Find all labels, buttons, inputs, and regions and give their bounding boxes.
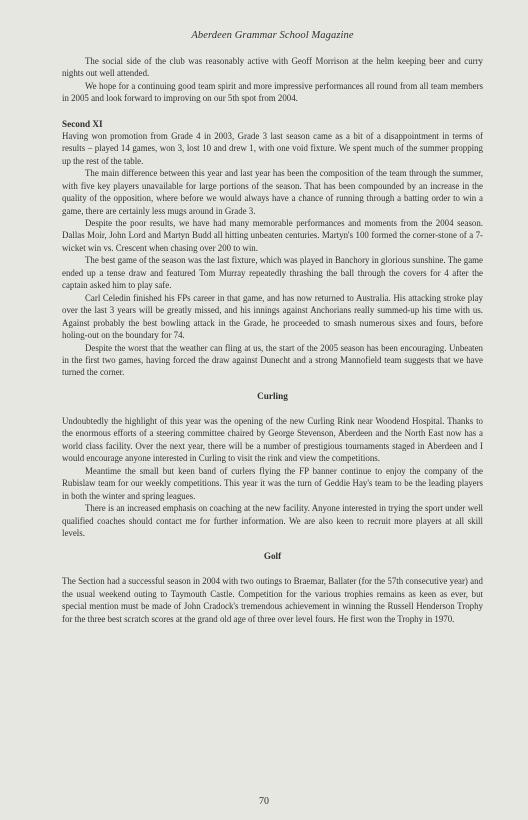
second-xi-paragraph-5: Carl Celedin finished his FPs career in that game, and has now returned to Australia. His attacking stroke play over the last 3 years will be greatly missed, and his innings against Anchorians really summed-up his time with us. Against probably the best bowling attack in the Grade, he proceeded to smash numerous sixes and fours, before holing-out on the boundary for 74. [62,292,483,341]
curling-heading: Curling [257,390,288,401]
page-number: 70 [259,796,269,807]
golf-heading: Golf [263,551,282,562]
intro-paragraph-1: The social side of the club was reasonably active with Geoff Morrison at the helm keeping beer and curry nights out well attended. [62,56,483,79]
second-xi-paragraph-4: The best game of the season was the last fixture, which was played in Banchory in glorious sunshine. The game ended up a tense draw and featured Tom Murray repeatedly thrashing the ball through the covers for 4 after the captain asked him to play safe. [62,255,483,291]
second-xi-paragraph-2: The main difference between this year and last year has been the composition of the team through the summer, with five key players unavailable for large portions of the season. That has been compounded by an increase in the quality of the opposition, where before we would always have a chance of running through a batting order to win a game, there are certainly less mugs around in Grade 3. [62,168,483,216]
curling-paragraph-2: Meantime the small but keen band of curlers flying the FP banner continue to enjoy the company of the Rubislaw team for our weekly competitions. This year it was the turn of Geddie Hay's team to be the leading players in both the winter and spring leagues. [62,465,483,501]
intro-paragraph-2: We hope for a continuing good team spirit and more impressive performances all round from all team members in 2005 and look forward to improving on our 5th spot from 2004. [62,80,483,104]
curling-paragraph-3: There is an increased emphasis on coaching at the new facility. Anyone interested in trying the sport under well qualified coaches should contact me for further information. We are also keen to recruit more players at all skill levels. [62,503,483,538]
running-head: Aberdeen Grammar School Magazine [191,30,354,41]
magazine-page [62,30,483,625]
second-xi-paragraph-3: Despite the poor results, we have had many memorable performances and moments from the 2004 season. Dallas Moir, John Lord and Martyn Budd all hitting unbeaten centuries. Martyn's 100 formed the corner-stone of a 7-wicket win vs. Crescent when chasing over 200 to win. [62,217,483,253]
second-xi-heading: Second XI [62,118,103,129]
curling-paragraph-1: Undoubtedly the highlight of this year was the opening of the new Curling Rink near Woodend Hospital. Thanks to the enormous efforts of a steering committee chaired by George Stevenson, Aberdeen and the North East now has a world class facility. Over the next year, there will be a number of prestigious tournaments staged in Aberdeen and I would encourage anyone interested in Curling to visit the rink and view the competitions. [62,415,483,464]
second-xi-paragraph-1: Having won promotion from Grade 4 in 2003, Grade 3 last season came as a bit of a disappointment in terms of results – played 14 games, won 3, lost 10 and drew 1, with one void fixture. We spent much of the summer propping up the rest of the table. [62,130,483,166]
golf-paragraph-1: The Section had a successful season in 2004 with two outings to Braemar, Ballater (for the 57th consecutive year) and the usual weekend outing to Taymouth Castle. Competition for the various trophies remains as keen as ever, but special mention must be made of John Cradock's tremendous achievement in winning the Russell Henderson Trophy for the three best scratch scores at the grand old age of three over level fours. He first won the Trophy in 1970. [62,576,483,624]
second-xi-paragraph-6: Despite the worst that the weather can fling at us, the start of the 2005 season has been encouraging. Unbeaten in the first two games, having forced the draw against Dunecht and a strong Mannofield team suggests that we have turned the corner. [62,342,483,378]
